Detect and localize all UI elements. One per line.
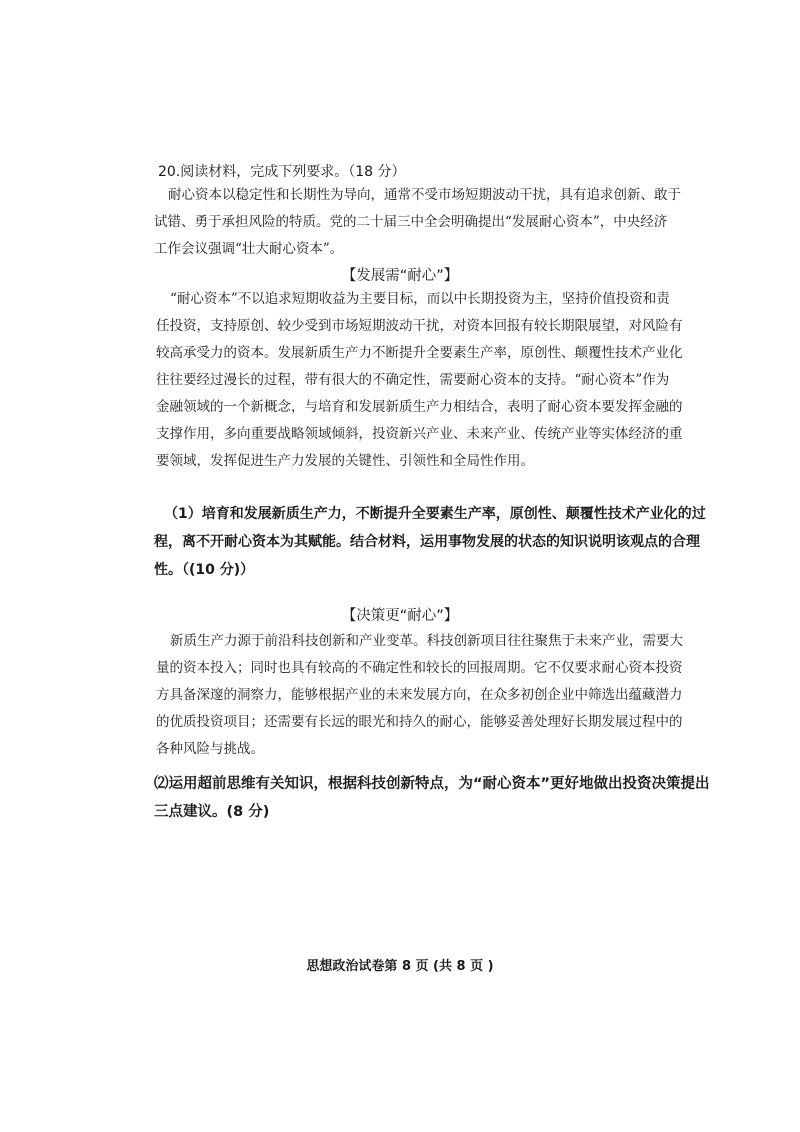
sub-question-1 (154, 500, 706, 584)
material-line: 较高承受力的资本。发展新质生产力不断提升全要素生产率，原创性、颠覆性技术产业化 (156, 345, 683, 361)
material-line: 任投资，支持原创、较少受到市场短期波动干扰，对资本回报有较长期限展望，对风险有 (156, 318, 683, 334)
question-line: 性。（(10 分)） (154, 562, 255, 578)
material-line: 往往要经过漫长的过程，带有很大的不确定性，需要耐心资本的支持。“耐心资本”作为 (156, 372, 670, 388)
intro-paragraph (154, 182, 681, 263)
material-line: 量的资本投入；同时也具有较高的不确定性和较长的回报周期。它不仅要求耐心资本投资 (156, 660, 683, 676)
material-line: 要领域，发挥促进生产力发展的关键性、引领性和全局性作用。 (156, 453, 534, 469)
question-header: 20.阅读材料，完成下列要求。（18 分） (158, 164, 406, 180)
material-line: 金融领域的一个新概念，与培育和发展新质生产力相结合，表明了耐心资本要发挥金融的 (156, 399, 683, 415)
material-line: 的优质投资项目；还需要有长远的眼光和持久的耐心，能够妥善处理好长期发展过程中的 (156, 714, 683, 730)
intro-line: 耐心资本以稳定性和长期性为导向，通常不受市场短期波动干扰，具有追求创新、敢于 (168, 187, 681, 203)
section1-material (156, 286, 683, 475)
material-line: 各种风险与挑战。 (156, 741, 264, 757)
material-line: “耐心资本”不以追求短期收益为主要目标，而以中长期投资为主，坚持价值投资和责 (170, 291, 670, 307)
intro-line: 试错、勇于承担风险的特质。党的二十届三中全会明确提出“发展耐心资本”，中央经济 (154, 214, 668, 230)
question-line: 三点建议。(8 分) (154, 804, 270, 820)
section2-material (156, 628, 683, 763)
question-line: （1）培育和发展新质生产力，不断提升全要素生产率，原创性、颠覆性技术产业化的过 (164, 506, 706, 522)
question-line: 程，离不开耐心资本为其赋能。结合材料，运用事物发展的状态的知识说明该观点的合理 (154, 534, 700, 550)
question-line: ⑵运用超前思维有关知识，根据科技创新特点，为“耐心资本”更好地做出投资决策提出 (154, 776, 710, 792)
material-line: 支撑作用，多向重要战略领域倾斜，投资新兴产业、未来产业、传统产业等实体经济的重 (156, 426, 683, 442)
material-line: 方具备深邃的洞察力，能够根据产业的未来发展方向，在众多初创企业中筛选出蕴藏潜力 (156, 687, 683, 703)
section-title-develop: 【发展需“耐心”】 (341, 268, 459, 284)
page-footer: 思想政治试卷第 8 页 (共 8 页 ) (306, 959, 494, 974)
material-line: 新质生产力源于前沿科技创新和产业变革。科技创新项目往往聚焦于未来产业，需要大 (170, 633, 683, 649)
intro-line: 工作会议强调“壮大耐心资本”。 (154, 241, 344, 257)
sub-question-2 (154, 770, 710, 826)
section-title-decision: 【决策更“耐心”】 (341, 608, 459, 624)
